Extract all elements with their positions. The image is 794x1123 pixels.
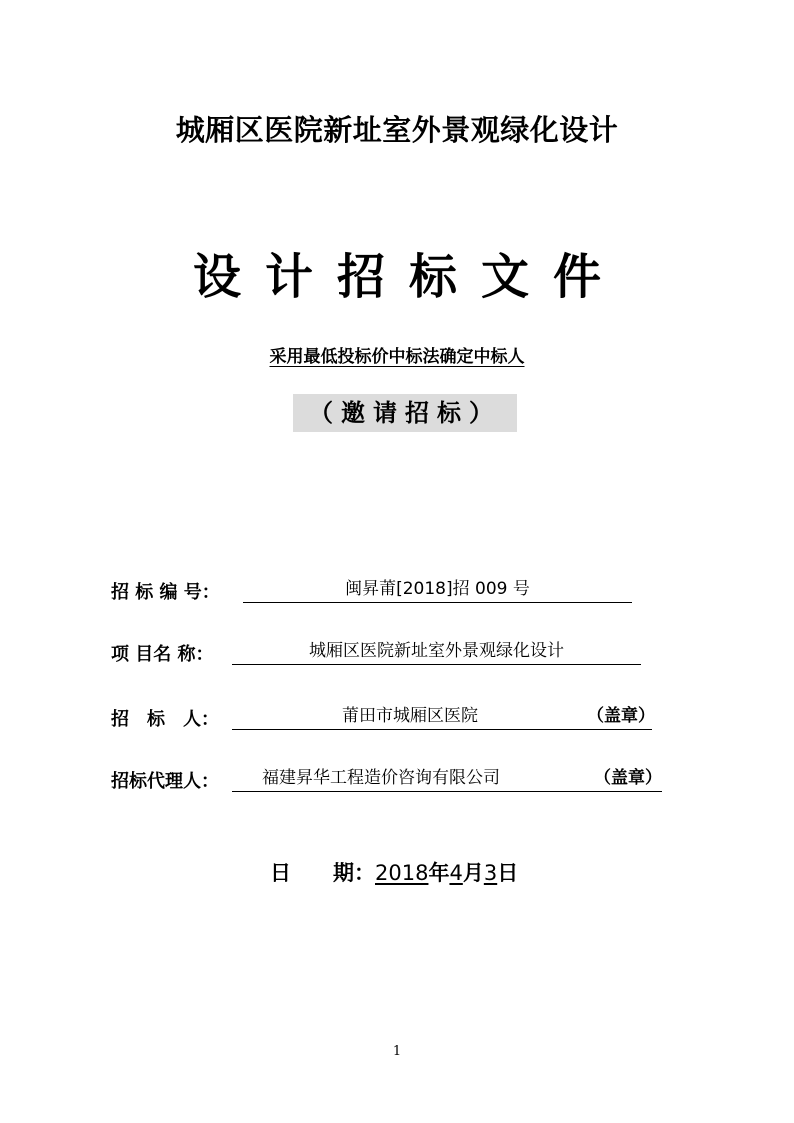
date-year-unit: 年 — [428, 860, 450, 885]
tender-no-value: 闽昇莆[2018]招 009 号 — [243, 578, 632, 603]
project-name-value: 城厢区医院新址室外景观绿化设计 — [232, 640, 641, 665]
tenderer-value: 莆田市城厢区医院 — [342, 706, 478, 726]
tenderer-value-line — [232, 705, 655, 730]
tenderer-label: 招 标 人： — [111, 709, 219, 730]
tenderer-seal: （盖章） — [587, 706, 655, 726]
tender-no-label: 招 标 编 号： — [111, 582, 220, 603]
invite-type-badge: （邀请招标） — [293, 394, 517, 432]
agent-label: 招标代理人： — [111, 771, 219, 792]
date-month: 4 — [449, 861, 463, 885]
project-title: 城厢区医院新址室外景观绿化设计 — [175, 113, 619, 147]
page-number: 1 — [392, 1044, 402, 1059]
date-row — [270, 857, 518, 887]
award-method — [0, 342, 794, 367]
agent-value-line — [232, 767, 662, 792]
date-label: 日 期： — [270, 860, 375, 885]
date-day: 3 — [483, 861, 498, 885]
agent-seal: （盖章） — [594, 768, 662, 788]
award-method-text: 采用最低投标价中标法确定中标人 — [269, 347, 525, 367]
project-name-label: 项 目名 称： — [111, 644, 214, 665]
date-month-unit: 月 — [462, 860, 484, 885]
date-year: 2018 — [375, 861, 429, 885]
document-title: 设计招标文件 — [192, 249, 625, 305]
date-day-unit: 日 — [497, 860, 519, 885]
agent-value: 福建昇华工程造价咨询有限公司 — [262, 768, 500, 788]
